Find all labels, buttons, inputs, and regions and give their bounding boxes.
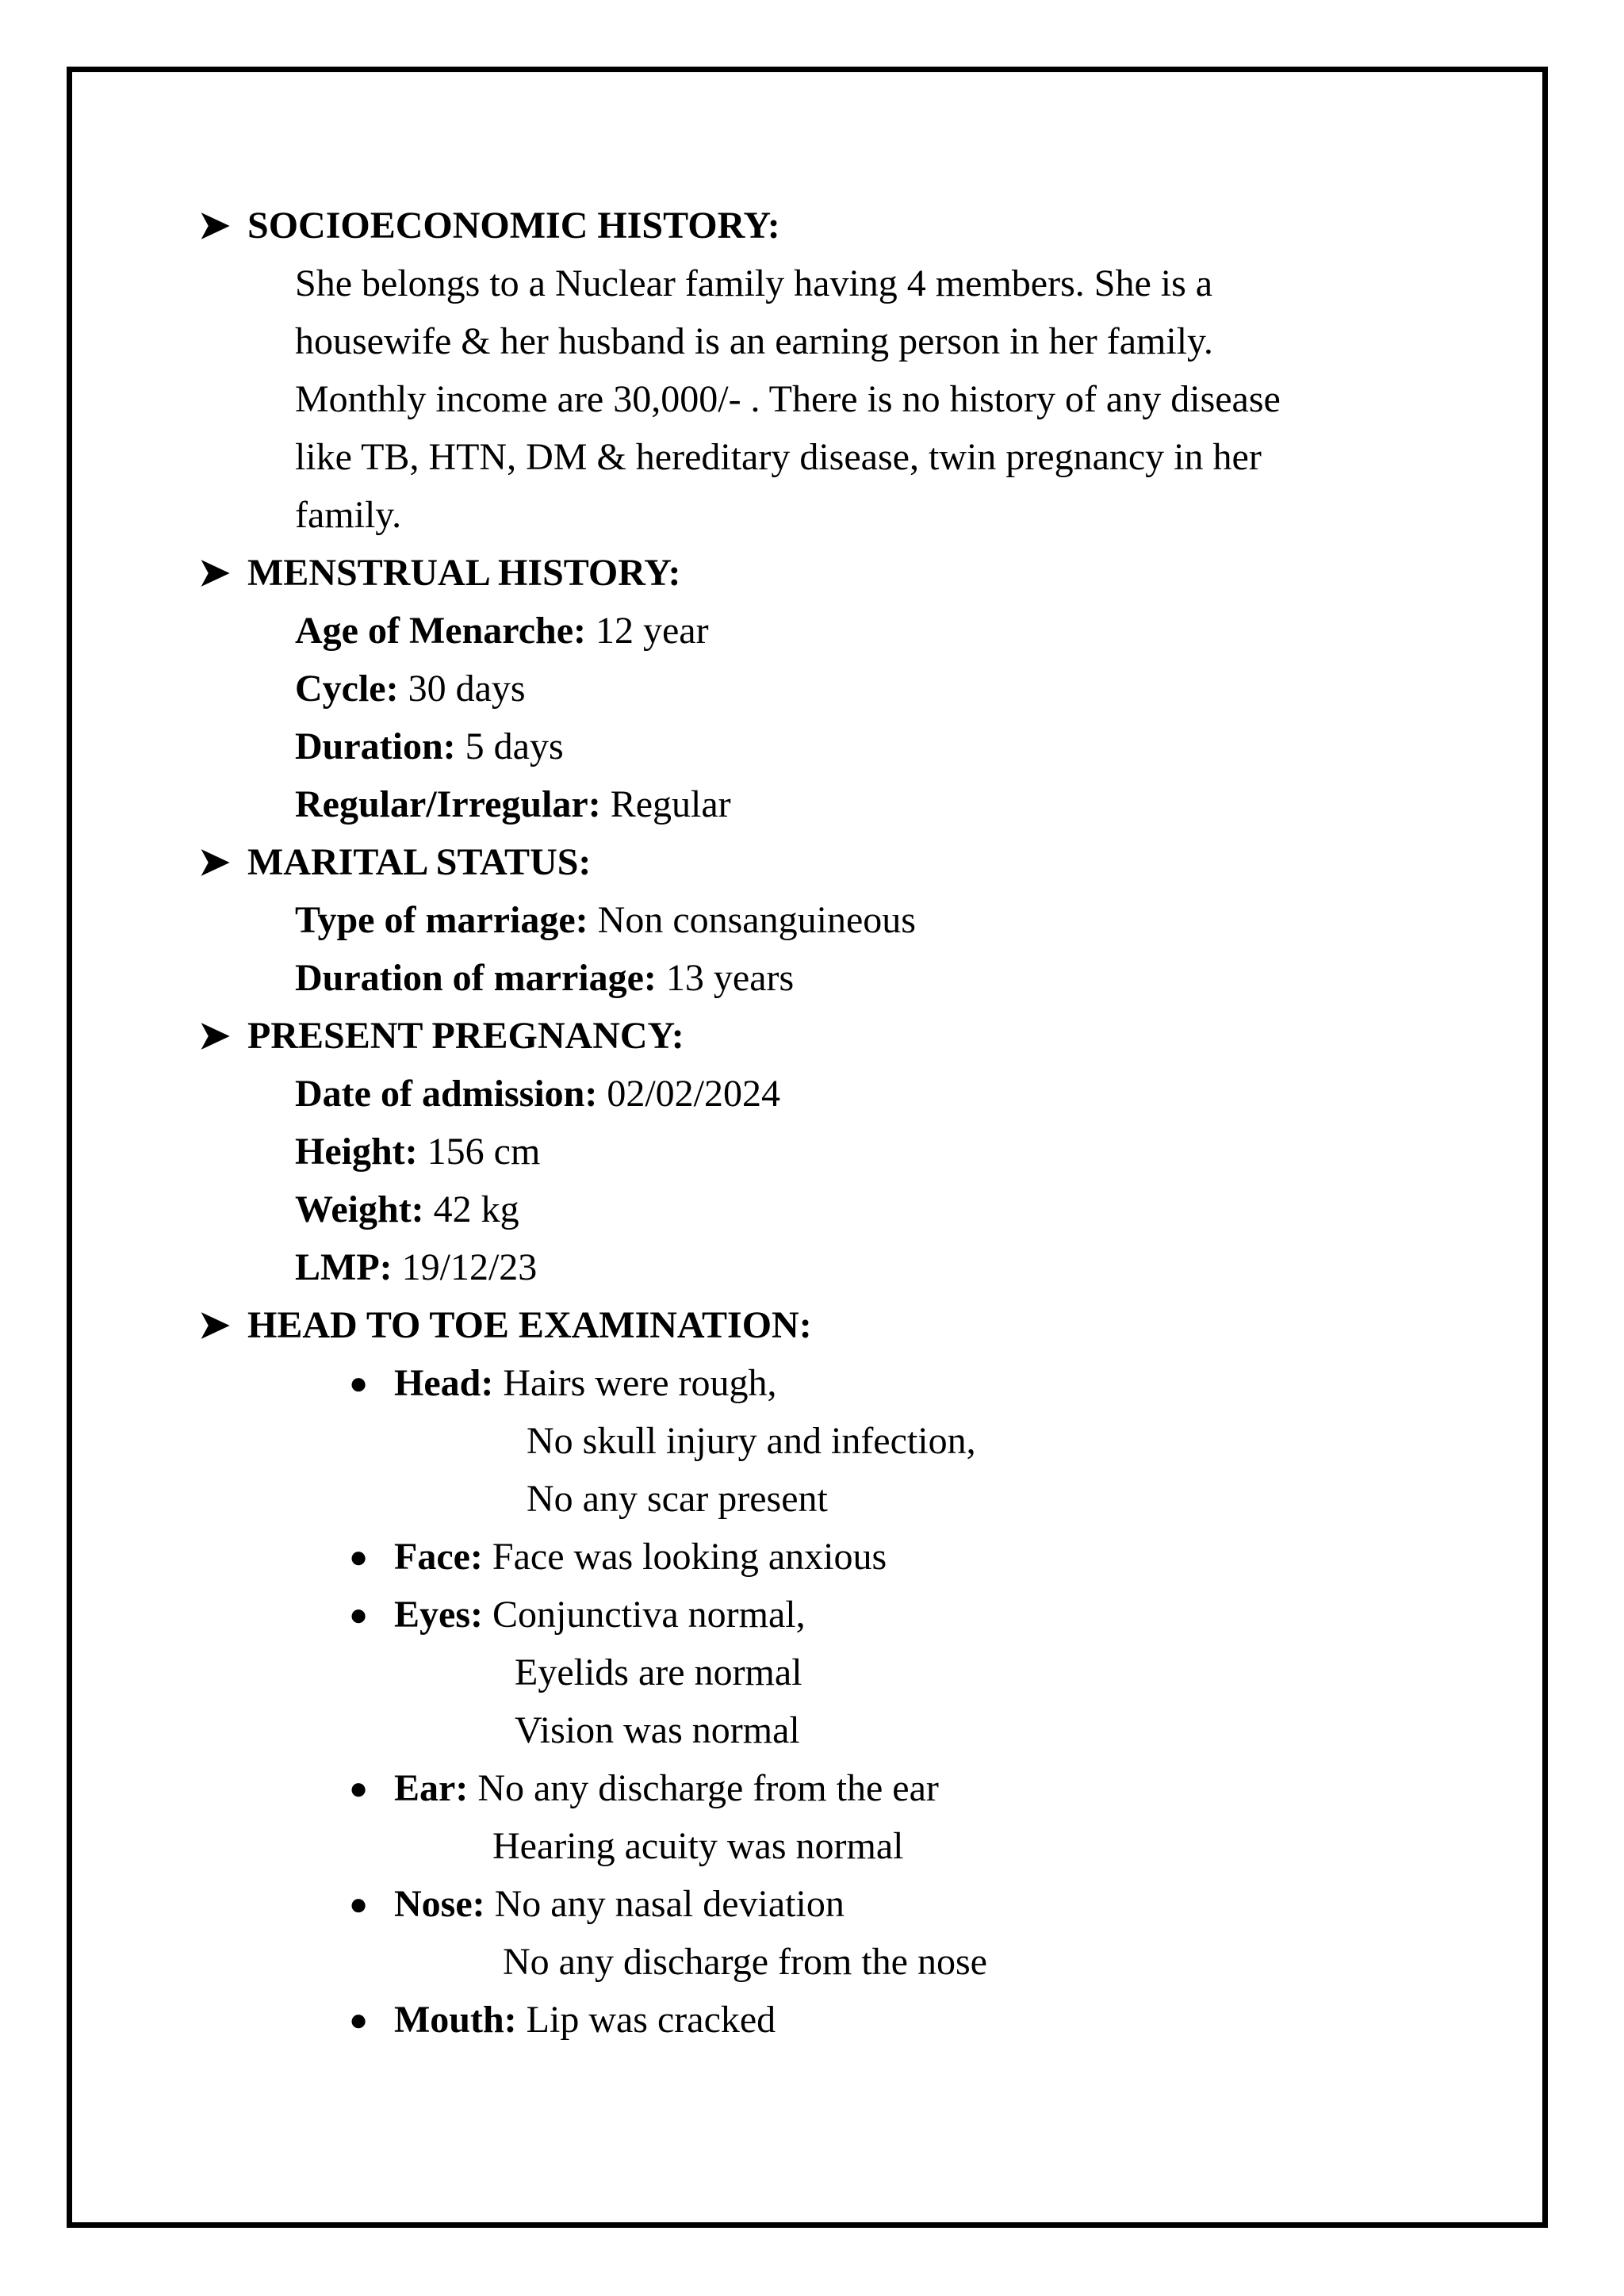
field-lmp xyxy=(198,1238,1483,1296)
arrow-bullet-icon: ➤ xyxy=(198,205,231,247)
bullet-dot-icon: ● xyxy=(349,1886,369,1922)
exam-continuation-line: Vision was normal xyxy=(515,1709,800,1751)
section-heading-socioeconomic: ➤ SOCIOECONOMIC HISTORY: xyxy=(198,197,1483,254)
bullet-dot-icon: ● xyxy=(349,2002,369,2038)
field-value: 5 days xyxy=(465,725,564,767)
exam-value: Face was looking anxious xyxy=(492,1536,887,1578)
field-value: 13 years xyxy=(665,957,795,999)
field-label: Height: xyxy=(295,1131,418,1173)
paragraph-line: housewife & her husband is an earning person in her family. xyxy=(295,320,1213,362)
field-label: Weight: xyxy=(295,1188,424,1230)
section-heading-pregnancy: ➤ PRESENT PREGNANCY: xyxy=(198,1007,1483,1065)
bullet-dot-icon: ● xyxy=(349,1597,369,1632)
field-label: Date of admission: xyxy=(295,1073,598,1115)
section-heading-marital: ➤ MARITAL STATUS: xyxy=(198,833,1483,891)
exam-continuation-line: No skull injury and infection, xyxy=(527,1420,976,1462)
field-duration-of-marriage xyxy=(198,949,1483,1007)
field-value: Non consanguineous xyxy=(597,899,916,941)
field-value: 19/12/23 xyxy=(401,1246,538,1288)
field-value: 12 year xyxy=(595,610,709,652)
field-duration xyxy=(198,718,1483,775)
field-label: Age of Menarche: xyxy=(295,610,586,652)
section-heading-menstrual: ➤ MENSTRUAL HISTORY: xyxy=(198,544,1483,602)
bullet-dot-icon: ● xyxy=(349,1539,369,1575)
field-label: Type of marriage: xyxy=(295,899,588,941)
exam-value: Lip was cracked xyxy=(526,1999,776,2041)
exam-continuation-line: Eyelids are normal xyxy=(515,1651,802,1693)
exam-value: No any nasal deviation xyxy=(494,1883,845,1925)
exam-label: Nose: xyxy=(394,1883,485,1925)
section-heading-examination: ➤ HEAD TO TOE EXAMINATION: xyxy=(198,1296,1483,1354)
exam-item xyxy=(198,1875,1483,1991)
socioeconomic-paragraph xyxy=(198,254,1483,544)
field-height xyxy=(198,1123,1483,1181)
exam-value: Conjunctiva normal, xyxy=(492,1594,806,1636)
field-value: 02/02/2024 xyxy=(607,1073,780,1115)
paragraph-line: She belongs to a Nuclear family having 4 members. She is a xyxy=(295,262,1213,304)
exam-item xyxy=(198,1586,1483,1759)
arrow-bullet-icon: ➤ xyxy=(198,552,231,594)
exam-label: Ear: xyxy=(394,1767,469,1809)
paragraph-line: family. xyxy=(295,494,402,536)
exam-value: No any discharge from the ear xyxy=(477,1767,939,1809)
exam-label: Mouth: xyxy=(394,1999,517,2041)
paragraph-line: Monthly income are 30,000/- . There is no history of any disease xyxy=(295,378,1281,420)
arrow-bullet-icon: ➤ xyxy=(198,1015,231,1057)
exam-continuation-line: Hearing acuity was normal xyxy=(492,1825,904,1867)
field-label: Cycle: xyxy=(295,668,399,710)
exam-item xyxy=(198,1528,1483,1586)
exam-continuation-line: No any discharge from the nose xyxy=(503,1941,987,1983)
field-value: 156 cm xyxy=(427,1131,541,1173)
field-label: Regular/Irregular: xyxy=(295,783,601,825)
exam-continuation-line: No any scar present xyxy=(527,1478,828,1520)
field-value: Regular xyxy=(610,783,731,825)
arrow-bullet-icon: ➤ xyxy=(198,841,231,883)
arrow-bullet-icon: ➤ xyxy=(198,1304,231,1346)
exam-item xyxy=(198,1759,1483,1875)
field-date-of-admission xyxy=(198,1065,1483,1123)
exam-label: Eyes: xyxy=(394,1594,483,1636)
examination-list xyxy=(198,1354,1483,2049)
exam-value: Hairs were rough, xyxy=(503,1362,777,1404)
field-regularity xyxy=(198,775,1483,833)
exam-item xyxy=(198,1991,1483,2049)
field-weight xyxy=(198,1181,1483,1238)
exam-label: Face: xyxy=(394,1536,483,1578)
bullet-dot-icon: ● xyxy=(349,1770,369,1806)
field-type-of-marriage xyxy=(198,891,1483,949)
paragraph-line: like TB, HTN, DM & hereditary disease, twin pregnancy in her xyxy=(295,436,1262,478)
field-cycle xyxy=(198,660,1483,718)
field-value: 42 kg xyxy=(433,1188,519,1230)
field-age-of-menarche xyxy=(198,602,1483,660)
document-content xyxy=(198,197,1483,2049)
bullet-dot-icon: ● xyxy=(349,1365,369,1401)
exam-item xyxy=(198,1354,1483,1528)
field-label: Duration: xyxy=(295,725,456,767)
field-value: 30 days xyxy=(408,668,526,710)
exam-label: Head: xyxy=(394,1362,494,1404)
field-label: LMP: xyxy=(295,1246,393,1288)
field-label: Duration of marriage: xyxy=(295,957,657,999)
